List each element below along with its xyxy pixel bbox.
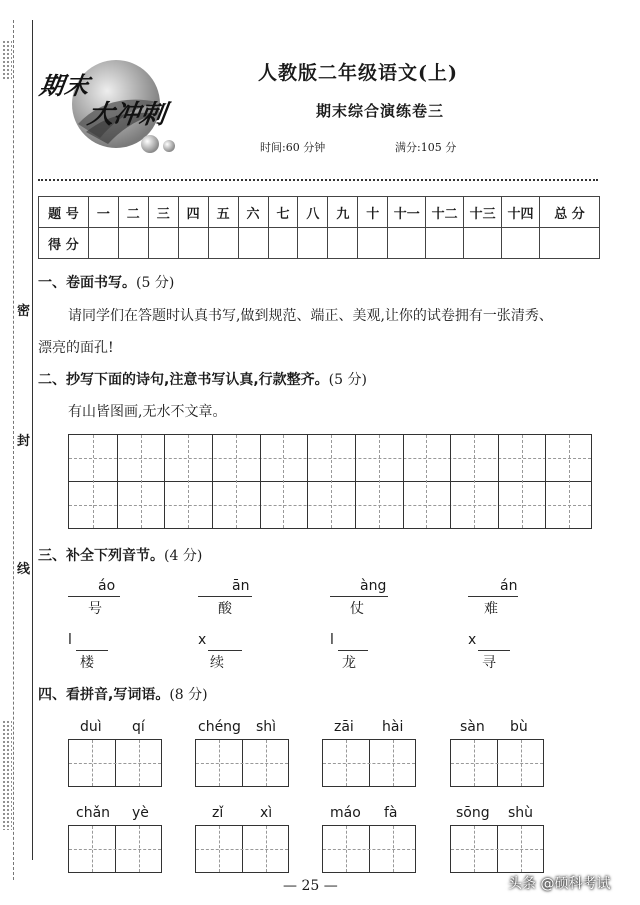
score-cell[interactable]	[539, 228, 599, 259]
full-score: 满分:105 分	[395, 141, 457, 154]
syllable-char: 续	[210, 655, 224, 671]
table-header-cell: 十	[358, 197, 388, 228]
cut-line	[13, 20, 14, 880]
table-header-cell: 总 分	[539, 197, 599, 228]
word-pinyin: xì	[260, 805, 273, 821]
syllable-final: ān	[232, 578, 250, 594]
table-header-cell: 五	[208, 197, 238, 228]
section-4-title: 四、看拼音,写词语。	[38, 687, 170, 703]
section-1-heading	[38, 272, 174, 292]
word-pinyin: yè	[132, 805, 149, 821]
score-cell[interactable]	[388, 228, 426, 259]
word-pinyin: hài	[382, 719, 404, 735]
word-writing-box[interactable]	[322, 739, 416, 787]
page-number: — 25 —	[283, 878, 338, 894]
section-2-points: (5 分)	[328, 372, 367, 388]
word-writing-box[interactable]	[68, 739, 162, 787]
syllable-char: 寻	[482, 655, 496, 671]
word-writing-box[interactable]	[68, 825, 162, 873]
table-header-cell: 十二	[426, 197, 464, 228]
syllable-final: áo	[98, 578, 116, 594]
syllable-blank[interactable]	[478, 650, 510, 651]
score-cell[interactable]	[88, 228, 118, 259]
syllable-char: 号	[88, 601, 102, 617]
word-pinyin: máo	[330, 805, 361, 821]
page-title: 人教版二年级语文(上)	[258, 62, 458, 84]
syllable-line	[228, 596, 252, 597]
section-1-text-line1: 请同学们在答题时认真书写,做到规范、端正、美观,让你的试卷拥有一张清秀、	[68, 308, 553, 324]
logo-bubble	[163, 140, 175, 152]
syllable-final: án	[500, 578, 518, 594]
word-pinyin: chéng	[198, 719, 241, 735]
word-pinyin: zāi	[334, 719, 354, 735]
word-writing-box[interactable]	[450, 825, 544, 873]
word-writing-box[interactable]	[195, 825, 289, 873]
table-header-cell: 六	[238, 197, 268, 228]
word-writing-box[interactable]	[322, 825, 416, 873]
syllable-char: 楼	[80, 655, 94, 671]
word-pinyin: duì	[80, 719, 102, 735]
score-cell[interactable]	[328, 228, 358, 259]
word-writing-box[interactable]	[450, 739, 544, 787]
score-cell[interactable]	[268, 228, 298, 259]
syllable-initial: x	[468, 632, 477, 648]
table-header-cell: 八	[298, 197, 328, 228]
word-pinyin: bù	[510, 719, 528, 735]
syllable-line	[358, 596, 388, 597]
table-header-cell: 十一	[388, 197, 426, 228]
syllable-initial: l	[68, 632, 72, 648]
section-3-points: (4 分)	[164, 548, 203, 564]
table-header-cell: 二	[118, 197, 148, 228]
syllable-char: 仗	[350, 601, 364, 617]
poem-text: 有山皆图画,无水不文章。	[68, 404, 227, 420]
syllable-blank[interactable]	[338, 650, 368, 651]
word-pinyin: sàn	[460, 719, 485, 735]
table-header-cell: 三	[148, 197, 178, 228]
score-cell[interactable]	[238, 228, 268, 259]
section-4-heading	[38, 684, 208, 704]
score-cell[interactable]	[464, 228, 502, 259]
score-cell[interactable]	[502, 228, 540, 259]
syllable-line	[94, 596, 120, 597]
section-3-heading	[38, 545, 202, 565]
table-row-label: 得 分	[39, 228, 89, 259]
page-subtitle: 期末综合演练卷三	[316, 102, 445, 120]
section-4-points: (8 分)	[169, 687, 208, 703]
section-2-title: 二、抄写下面的诗句,注意书写认真,行款整齐。	[38, 372, 329, 388]
syllable-char: 酸	[218, 601, 232, 617]
seal-char-feng: 封	[17, 434, 31, 449]
table-row	[39, 197, 600, 228]
score-cell[interactable]	[148, 228, 178, 259]
word-pinyin: shù	[508, 805, 534, 821]
table-header-cell: 十三	[464, 197, 502, 228]
syllable-char: 难	[484, 601, 498, 617]
syllable-blank[interactable]	[330, 596, 358, 597]
syllable-initial: l	[330, 632, 334, 648]
score-cell[interactable]	[208, 228, 238, 259]
table-header-cell: 十四	[502, 197, 540, 228]
word-writing-box[interactable]	[195, 739, 289, 787]
poem-writing-grid[interactable]	[68, 434, 592, 529]
binding-margin	[0, 0, 20, 905]
word-pinyin: sōng	[456, 805, 490, 821]
word-pinyin: fà	[384, 805, 398, 821]
table-header-cell: 四	[178, 197, 208, 228]
score-cell[interactable]	[358, 228, 388, 259]
table-header-cell: 题 号	[39, 197, 89, 228]
score-cell[interactable]	[118, 228, 148, 259]
syllable-blank[interactable]	[208, 650, 242, 651]
watermark: 头条 @硕科考试	[508, 876, 611, 892]
score-cell[interactable]	[426, 228, 464, 259]
syllable-final: àng	[360, 578, 387, 594]
table-header-cell: 九	[328, 197, 358, 228]
word-pinyin: qí	[132, 719, 145, 735]
word-pinyin: zǐ	[212, 805, 224, 821]
logo-text-dachongci: 大冲刺	[85, 100, 168, 130]
section-1-title: 一、卷面书写。	[38, 275, 136, 291]
table-row	[39, 228, 600, 259]
syllable-blank[interactable]	[198, 596, 228, 597]
syllable-char: 龙	[342, 655, 356, 671]
section-1-text-line2: 漂亮的面孔!	[38, 340, 114, 356]
section-3-title: 三、补全下列音节。	[38, 548, 164, 564]
syllable-line	[498, 596, 518, 597]
margin-dot-pattern	[2, 720, 12, 830]
syllable-blank[interactable]	[76, 650, 108, 651]
logo-bubble	[141, 135, 159, 153]
section-1-points: (5 分)	[136, 275, 175, 291]
syllable-blank[interactable]	[68, 596, 94, 597]
time-limit: 时间:60 分钟	[260, 141, 326, 154]
margin-border-line	[32, 20, 33, 860]
table-header-cell: 一	[88, 197, 118, 228]
seal-char-mi: 密	[17, 304, 31, 319]
divider	[38, 179, 598, 181]
section-2-heading	[38, 369, 367, 389]
logo-text-qimo: 期末	[37, 72, 92, 100]
seal-char-xian: 线	[17, 562, 31, 577]
score-cell[interactable]	[298, 228, 328, 259]
score-table	[38, 196, 600, 259]
word-pinyin: chǎn	[76, 805, 111, 821]
syllable-blank[interactable]	[468, 596, 498, 597]
score-cell[interactable]	[178, 228, 208, 259]
syllable-initial: x	[198, 632, 207, 648]
word-pinyin: shì	[256, 719, 277, 735]
table-header-cell: 七	[268, 197, 298, 228]
margin-dot-pattern	[2, 40, 12, 80]
